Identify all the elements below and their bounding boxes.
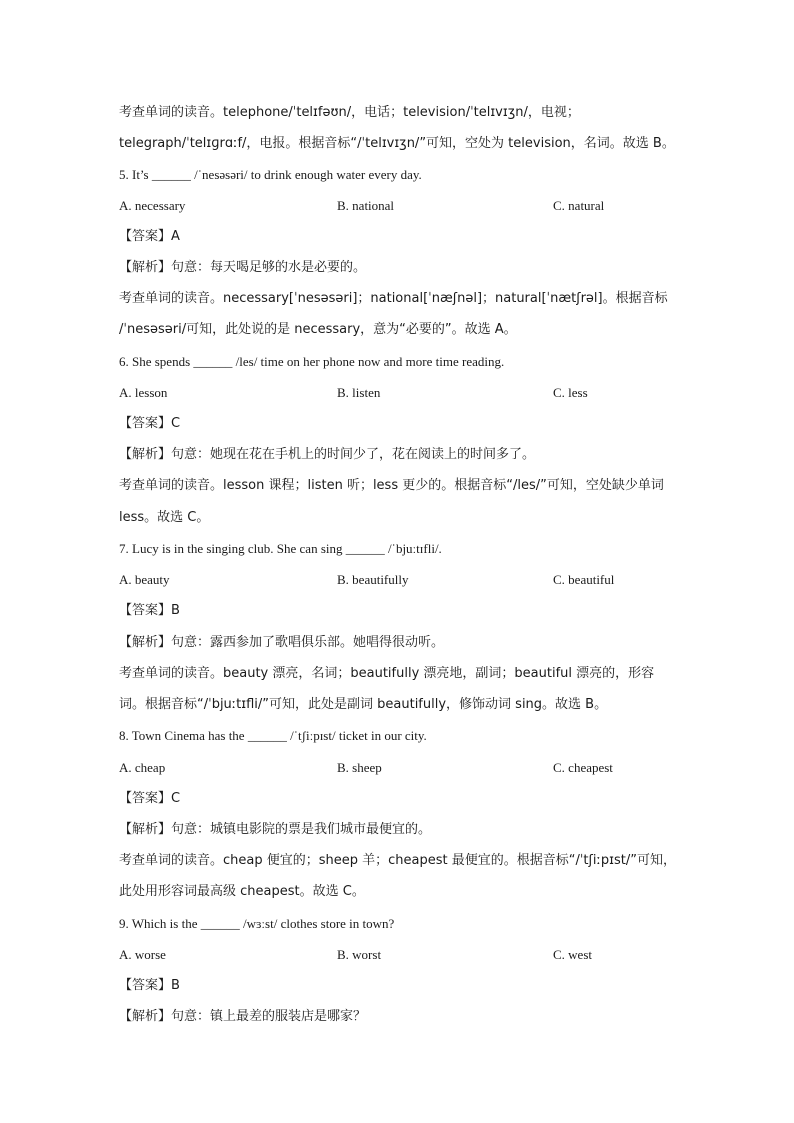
q9-option-a: A. worse xyxy=(119,947,166,962)
q5-option-a: A. necessary xyxy=(119,198,186,213)
q5-explanation-1: 考查单词的读音。necessary[ˈnesəsəri]；national[ˈnæʃnəl]；natural[ˈnætʃrəl]。根据音标 xyxy=(119,291,668,306)
q7-question: 7. Lucy is in the singing club. She can sing ______ /ˈbjuːtɪfli/. xyxy=(119,541,442,556)
intro-line-1: 考查单词的读音。telephone/ˈtelɪfəʊn/，电话；television/ˈtelɪvɪʒn/，电视； xyxy=(119,105,580,120)
q8-question: 8. Town Cinema has the ______ /ˈtʃiːpɪst/ ticket in our city. xyxy=(119,728,427,743)
q5-explanation-2: /ˈnesəsəri/可知，此处说的是 necessary，意为“必要的”。故选 A。 xyxy=(119,322,517,337)
q7-explanation-1: 考查单词的读音。beauty 漂亮，名词；beautifully 漂亮地，副词；beautiful 漂亮的，形容 xyxy=(119,666,655,681)
q6-question: 6. She spends ______ /les/ time on her phone now and more time reading. xyxy=(119,354,505,369)
q6-option-a: A. lesson xyxy=(119,385,168,400)
q6-option-c: C. less xyxy=(553,385,588,400)
q8-option-b: B. sheep xyxy=(337,760,382,775)
q6-explanation-1: 考查单词的读音。lesson 课程；listen 听；less 更少的。根据音标“/les/”可知，空处缺少单词 xyxy=(119,478,664,493)
q5-answer: 【答案】A xyxy=(119,229,180,244)
q6-option-b: B. listen xyxy=(337,385,381,400)
q7-explanation-2: 词。根据音标“/ˈbjuːtɪfli/”可知，此处是副词 beautifully，修饰动词 sing。故选 B。 xyxy=(119,697,608,712)
q8-answer: 【答案】C xyxy=(119,791,181,806)
q5-option-c: C. natural xyxy=(553,198,605,213)
q8-analysis: 【解析】句意：城镇电影院的票是我们城市最便宜的。 xyxy=(119,822,432,837)
q8-explanation-2: 此处用形容词最高级 cheapest。故选 C。 xyxy=(119,884,365,899)
q7-option-c: C. beautiful xyxy=(553,572,615,587)
q8-explanation-1: 考查单词的读音。cheap 便宜的；sheep 羊；cheapest 最便宜的。根据音标“/ˈtʃiːpɪst/”可知， xyxy=(119,853,676,868)
q5-question: 5. It’s ______ /ˈnesəsəri/ to drink enough water every day. xyxy=(119,167,422,182)
q6-analysis: 【解析】句意：她现在花在手机上的时间少了，花在阅读上的时间多了。 xyxy=(119,447,536,462)
q9-analysis: 【解析】句意：镇上最差的服装店是哪家？ xyxy=(119,1009,367,1024)
q9-option-b: B. worst xyxy=(337,947,382,962)
q6-explanation-2: less。故选 C。 xyxy=(119,510,210,525)
q5-analysis: 【解析】句意：每天喝足够的水是必要的。 xyxy=(119,260,367,275)
q9-option-c: C. west xyxy=(553,947,592,962)
q9-question: 9. Which is the ______ /wɜːst/ clothes store in town? xyxy=(119,916,395,931)
q8-option-c: C. cheapest xyxy=(553,760,613,775)
q9-answer: 【答案】B xyxy=(119,978,180,993)
q5-option-b: B. national xyxy=(337,198,395,213)
q7-option-a: A. beauty xyxy=(119,572,170,587)
q6-answer: 【答案】C xyxy=(119,416,181,431)
q7-analysis: 【解析】句意：露西参加了歌唱俱乐部。她唱得很动听。 xyxy=(119,635,445,650)
q7-option-b: B. beautifully xyxy=(337,572,409,587)
q8-option-a: A. cheap xyxy=(119,760,166,775)
q7-answer: 【答案】B xyxy=(119,603,180,618)
intro-line-2: telegraph/ˈtelɪɡrɑːf/，电报。根据音标“/ˈtelɪvɪʒn/”可知，空处为 television，名词。故选 B。 xyxy=(119,136,675,151)
